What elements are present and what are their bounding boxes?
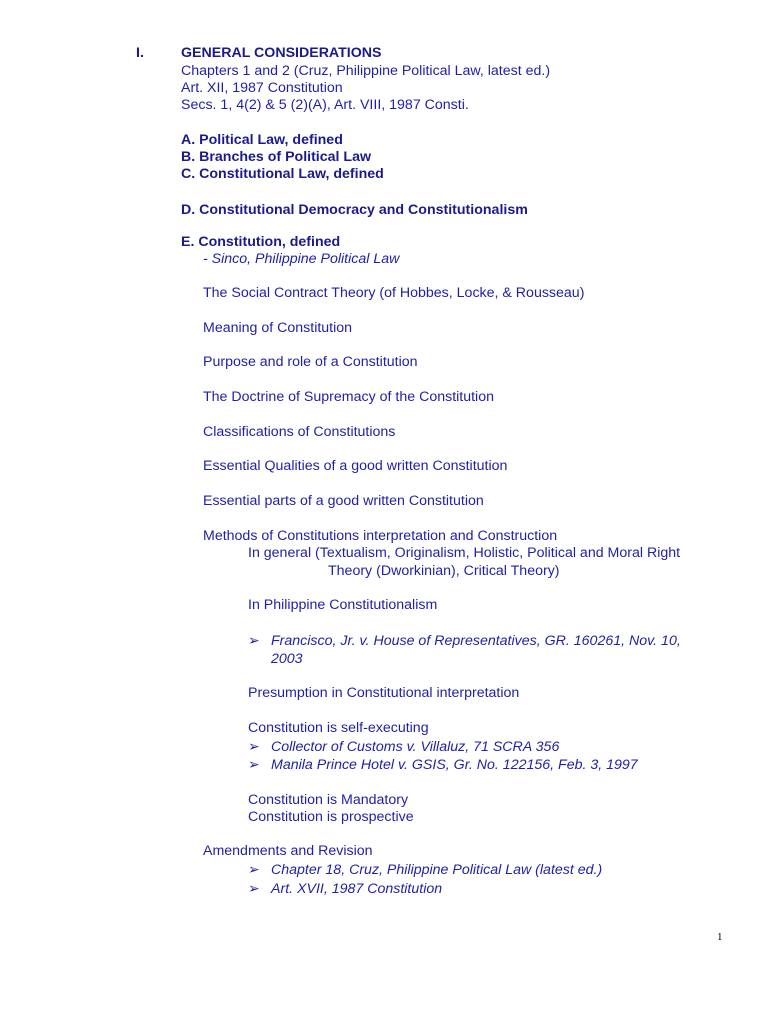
arrow-bullet-icon: ➢ [248, 862, 260, 878]
arrow-bullet-icon: ➢ [248, 757, 260, 773]
topic-social-contract: The Social Contract Theory (of Hobbes, Locke, & Rousseau) [203, 285, 585, 301]
heading-b: B. Branches of Political Law [181, 149, 372, 165]
topic-presumption: Presumption in Constitutional interpretation [248, 685, 520, 701]
ref-art-xvii-text: Art. XVII, 1987 Constitution [271, 881, 443, 897]
case-francisco-line2: 2003 [271, 651, 303, 667]
topic-in-general-line1: In general (Textualism, Originalism, Holistic, Political and Moral Right [248, 545, 681, 561]
topic-methods: Methods of Constitutions interpretation and Construction [203, 528, 558, 544]
topic-qualities: Essential Qualities of a good written Constitution [203, 458, 508, 474]
section-title: GENERAL CONSIDERATIONS [181, 45, 382, 61]
page-number: 1 [717, 931, 723, 943]
topic-ph-constitutionalism: In Philippine Constitutionalism [248, 597, 438, 613]
reference-cruz-chapters: Chapters 1 and 2 (Cruz, Philippine Political Law, latest ed.) [181, 63, 551, 79]
case-collector-text: Collector of Customs v. Villaluz, 71 SCRA 356 [271, 739, 560, 755]
arrow-bullet-icon: ➢ [248, 739, 260, 755]
topic-parts: Essential parts of a good written Constitution [203, 493, 484, 509]
heading-a: A. Political Law, defined [181, 132, 343, 148]
topic-classifications: Classifications of Constitutions [203, 424, 396, 440]
case-francisco-line1: Francisco, Jr. v. House of Representatives, GR. 160261, Nov. 10, [271, 633, 681, 649]
topic-supremacy: The Doctrine of Supremacy of the Constitution [203, 389, 494, 405]
topic-amendments: Amendments and Revision [203, 843, 373, 859]
topic-in-general-line2: Theory (Dworkinian), Critical Theory) [328, 563, 560, 579]
topic-mandatory: Constitution is Mandatory [248, 792, 409, 808]
case-manila-text: Manila Prince Hotel v. GSIS, Gr. No. 122156, Feb. 3, 1997 [271, 757, 638, 773]
sinco-reference: - Sinco, Philippine Political Law [203, 251, 400, 267]
ref-chapter18-text: Chapter 18, Cruz, Philippine Political Law (latest ed.) [271, 862, 603, 878]
topic-self-executing: Constitution is self-executing [248, 720, 429, 736]
heading-e: E. Constitution, defined [181, 234, 341, 250]
arrow-bullet-icon: ➢ [248, 633, 260, 649]
heading-d: D. Constitutional Democracy and Constitutionalism [181, 202, 528, 218]
section-number: I. [136, 45, 144, 61]
reference-secs-art-viii: Secs. 1, 4(2) & 5 (2)(A), Art. VIII, 1987 Consti. [181, 97, 469, 113]
topic-meaning: Meaning of Constitution [203, 320, 353, 336]
topic-prospective: Constitution is prospective [248, 809, 414, 825]
topic-purpose: Purpose and role of a Constitution [203, 354, 418, 370]
reference-art-xii: Art. XII, 1987 Constitution [181, 80, 343, 96]
arrow-bullet-icon: ➢ [248, 881, 260, 897]
heading-c: C. Constitutional Law, defined [181, 166, 384, 182]
